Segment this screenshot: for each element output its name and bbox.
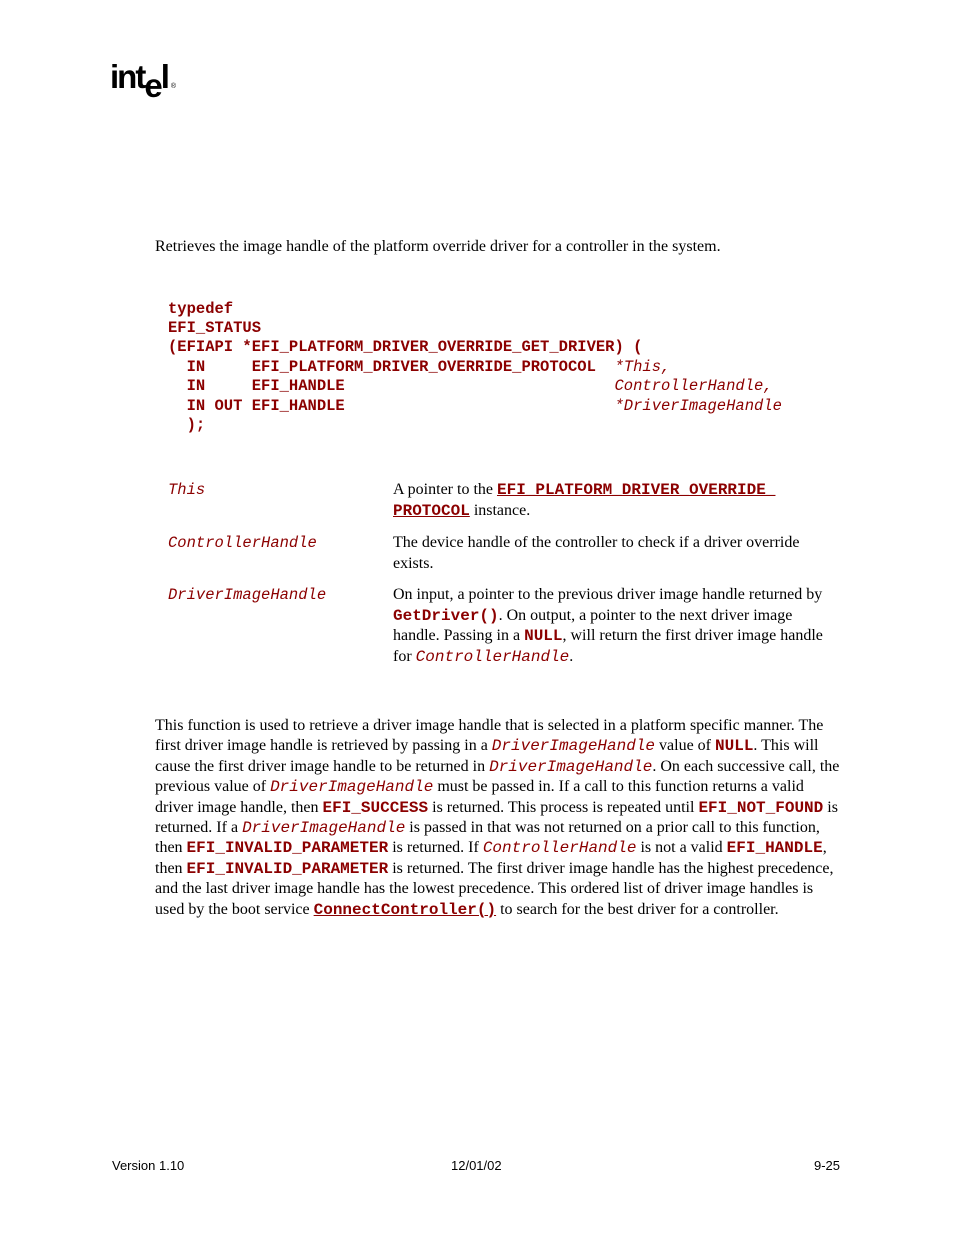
footer-version: Version 1.10 (112, 1158, 185, 1173)
param-desc-this: A pointer to the EFI_PLATFORM_DRIVER_OVERRIDE_ PROTOCOL instance. (393, 481, 776, 520)
code-line-4: IN EFI_PLATFORM_DRIVER_OVERRIDE_PROTOCOL (168, 358, 615, 376)
param-name-controllerhandle: ControllerHandle (168, 534, 317, 552)
connectcontroller-link[interactable]: ConnectController() (313, 900, 497, 919)
code-param-controller: ControllerHandle, (614, 377, 773, 395)
code-line-1: typedef (168, 300, 234, 318)
code-param-driver: *DriverImageHandle (614, 397, 782, 415)
description-text: This function is used to retrieve a driver image handle that is selected in a platform specific manner. The first driver image handle is retrieved by passing in a DriverImageHandle value of NULL. This will cause the first driver image handle to be returned in DriverImageHandle. On each successive call, the previous value of DriverImageHandle must be passed in. If a call to this function returns a valid driver image handle, then EFI_SUCCESS is returned. This process is repeated until EFI_NOT_FOUND is returned. If a DriverImageHandle is passed in that was not returned on a prior call to this function, then EFI_INVALID_PARAMETER is returned. If ControllerHandle is not a valid EFI_HANDLE, then EFI_INVALID_PARAMETER is returned. The first driver image handle has the highest precedence, and the last driver image handle has the lowest precedence. This ordered list of driver image handles is used by the boot service ConnectController() to search for the best driver for a controller. (155, 717, 840, 919)
param-desc-controllerhandle: The device handle of the controller to check if a driver override exists. (393, 534, 800, 572)
intel-logo: intel ® (110, 58, 177, 104)
code-line-3: (EFIAPI *EFI_PLATFORM_DRIVER_OVERRIDE_GET_DRIVER) ( (168, 338, 643, 356)
param-name-driverimagehandle: DriverImageHandle (168, 586, 327, 604)
code-line-6: IN OUT EFI_HANDLE (168, 397, 615, 415)
footer-date: 12/01/02 (451, 1158, 502, 1173)
summary-text: Retrieves the image handle of the platform override driver for a controller in the system. (155, 238, 721, 255)
code-line-5: IN EFI_HANDLE (168, 377, 615, 395)
code-param-this: *This, (614, 358, 671, 376)
protocol-link[interactable]: EFI_PLATFORM_DRIVER_OVERRIDE_ (496, 481, 776, 499)
controllerhandle-ref: ControllerHandle (415, 647, 570, 666)
getdriver-ref: GetDriver() (393, 606, 499, 625)
null-ref: NULL (524, 627, 563, 645)
code-line-2: EFI_STATUS (168, 319, 262, 337)
code-line-7: ); (168, 416, 206, 434)
footer-page-number: 9-25 (814, 1158, 841, 1173)
param-desc-driverimagehandle: On input, a pointer to the previous driver image handle returned by GetDriver(). On output, a pointer to the next driver image handle. Passing in a NULL, will return the first driver image handle for ControllerHandle. (393, 586, 823, 666)
param-name-this: This (168, 481, 206, 499)
protocol-link-cont[interactable]: PROTOCOL (393, 501, 470, 520)
